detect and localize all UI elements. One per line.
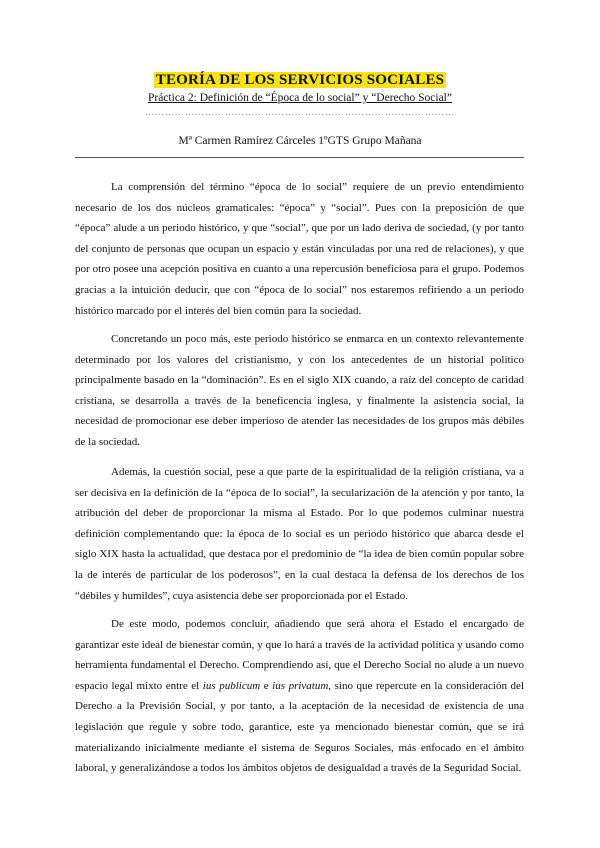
ius-publicum-term: ius publicum bbox=[202, 679, 261, 692]
paragraph-2: Concretando un poco más, este periodo histórico se enmarca en un contexto relevantemente determinado por los valores del cristianismo, y con los antecedentes de un historial político principalmente basado en la “dominación”. Es en el siglo XIX cuando, a raíz del concepto de caridad cristiana, se desarrolla a través de la beneficencia inglesa, y finalmente la asistencia social, la necesidad de promocionar ese deber imperioso de atender las necesidades de los grupos más débiles de la sociedad. bbox=[75, 333, 524, 448]
paragraph-1: La comprensión del término “época de lo social” requiere de un previo entendimiento necesario de los dos núcleos gramaticales: “época” y “social”. Pues con la preposición de que “época” alude a un periodo histórico, y que “social”, que por un lado deriva de sociedad, (y por tanto del conjunto de personas que ocupan un espacio y están vinculadas por una red de relaciones), y que por otro posee una acepción positiva en cuanto a una repercusión beneficiosa para el grupo. Podemos gracias a la intuición deducir, que con “época de lo social” nos estaremos refiriendo a un periodo histórico marcado por el interés del bien común para la sociedad. bbox=[75, 181, 524, 317]
document-title-text: TEORÍA DE LOS SERVICIOS SOCIALES bbox=[155, 72, 445, 88]
paragraph-4-mid: e bbox=[260, 679, 273, 692]
document-title bbox=[0, 71, 600, 89]
author-line: Mª Carmen Ramírez Cárceles 1ºGTS Grupo Mañana bbox=[178, 135, 422, 147]
horizontal-rule bbox=[75, 157, 524, 158]
dotted-separator: ………………………………………………………………………………… bbox=[145, 107, 455, 117]
paragraph-4-before: De este modo, podemos concluir, añadiendo que será ahora el Estado el encargado de garantizar este ideal de bienestar común, y que lo hará a través de la actividad política y usando como herramienta fundamental el Derecho. Comprendiendo así, que el Derecho Social no alude a un nuevo espacio legal mixto entre el bbox=[75, 618, 524, 692]
paragraph-4 bbox=[75, 614, 524, 779]
paragraph-4-after: , sino que repercute en la consideración del Derecho a la Previsión Social, y por tanto, a la aceptación de la necesidad de existencia de una legislación que regule y sobre todo, garantice, este ya mencionado bienestar común, que se irá materializando inicialmente mediante el sistema de Seguros Sociales, más enfocado en el ámbito laboral, y generalizándose a todos los ámbitos objetos de desigualdad a través de la Seguridad Social. bbox=[75, 679, 524, 775]
document-subtitle: Práctica 2: Definición de “Época de lo social” y “Derecho Social” bbox=[148, 92, 452, 104]
ius-privatum-term: ius privatum bbox=[272, 679, 329, 692]
paragraph-3: Además, la cuestión social, pese a que parte de la espiritualidad de la religión cristiana, va a ser decisiva en la definición de la “época de lo social”, la secularización de la atención y por tanto, la atribución del deber de proporcionar la misma al Estado. Por lo que podemos culminar nuestra definición complementando que: la época de lo social es un periodo histórico que abarca desde el siglo XIX hasta la actualidad, que destaca por el predominio de “la idea de bien común popular sobre la de interés de particular de los poderosos”, en la cual destaca la defensa de los derechos de los “débiles y humildes”, cuya asistencia debe ser proporcionada por el Estado. bbox=[75, 466, 524, 602]
